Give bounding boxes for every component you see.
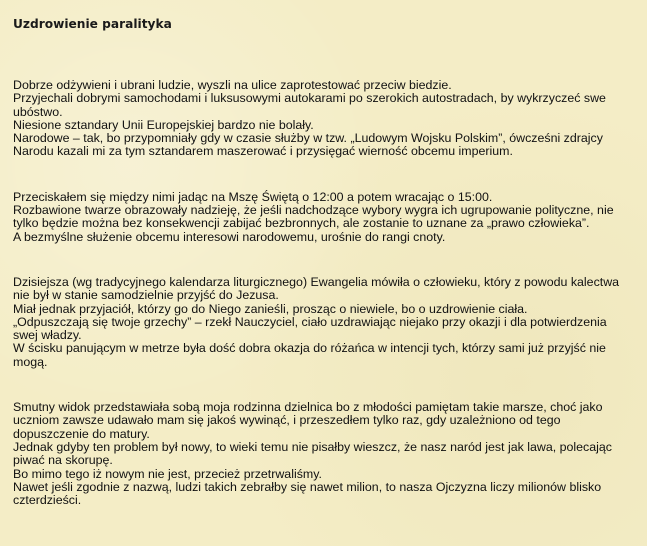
paragraph-line: Przeciskałem się między nimi jadąc na Mszę Świętą o 12:00 a potem wracając o 15:00.	[13, 189, 493, 204]
paragraph-line: W ścisku panującym w metrze była dość dobra okazja do różańca w intencji tych, którzy sami już przyjść nie mogą.	[13, 341, 606, 369]
paragraph-line: Dzisiejsza (wg tradycyjnego kalendarza liturgicznego) Ewangelia mówiła o człowieku, który z powodu kalectwa nie był w stanie samodzielnie przyjść do Jezusa.	[13, 274, 620, 303]
paragraph-line: Smutny widok przedstawiała sobą moja rodzinna dzielnica bo z młodości pamiętam takie marsze, choć jako uczniom zawsze udawało mam się jakoś wywinąć, i przeszedłem tylko raz, gdy uzależniono od tego dopuszczenie do matury.	[13, 400, 603, 441]
paragraph-3	[13, 276, 633, 369]
post-body	[13, 79, 633, 507]
paragraph-line: Przyjechali dobrymi samochodami i luksusowymi autokarami po szerokich autostradach, by wykrzyczeć swe ubóstwo.	[13, 91, 606, 119]
paragraph-4	[13, 401, 633, 507]
paragraph-line: Nawet jeśli zgodnie z nazwą, ludzi takich zebrałby się nawet milion, to nasza Ojczyzna liczy milionów blisko czterdzieści.	[13, 479, 602, 508]
paragraph-line: Jednak gdyby ten problem był nowy, to wieki temu nie pisałby wieszcz, że nasz naród jest jak lawa, polecając piwać na skorupę.	[13, 439, 612, 468]
paragraph-line: Rozbawione twarze obrazowały nadzieję, że jeśli nadchodzące wybory wygra ich ugrupowanie polityczne, nie tylko będzie można bez konsekwencji zabijać bezbronnych, ale zostanie to uznane za „prawo człowieka”.	[13, 203, 614, 231]
paragraph-2	[13, 191, 633, 244]
post-title: Uzdrowienie paralityka	[13, 17, 172, 31]
paragraph-1	[13, 79, 633, 159]
paragraph-line: Niesione sztandary Unii Europejskiej bardzo nie bolały.	[13, 117, 314, 132]
paragraph-line: Narodowe – tak, bo przypomniały gdy w czasie służby w tzw. „Ludowym Wojsku Polskim”, ówcześni zdrajcy Narodu kazali mi za tym sztandarem maszerować i przysięgać wierność obcemu imperium.	[13, 131, 603, 159]
paragraph-line: A bezmyślne służenie obcemu interesowi narodowemu, urośnie do rangi cnoty.	[13, 229, 446, 244]
paragraph-line: Bo mimo tego iż nowym nie jest, przecież przetrwaliśmy.	[13, 466, 322, 481]
paragraph-line: „Odpuszczają się twoje grzechy” – rzekł Nauczyciel, ciało uzdrawiając niejako przy okazji i dla potwierdzenia swej władzy.	[13, 314, 607, 343]
paragraph-line: Dobrze odżywieni i ubrani ludzie, wyszli na ulice zaprotestować przeciw biedzie.	[13, 78, 452, 92]
paragraph-line: Miał jednak przyjaciół, którzy go do Niego zanieśli, prosząc o niewiele, bo o uzdrowienie ciała.	[13, 301, 528, 316]
